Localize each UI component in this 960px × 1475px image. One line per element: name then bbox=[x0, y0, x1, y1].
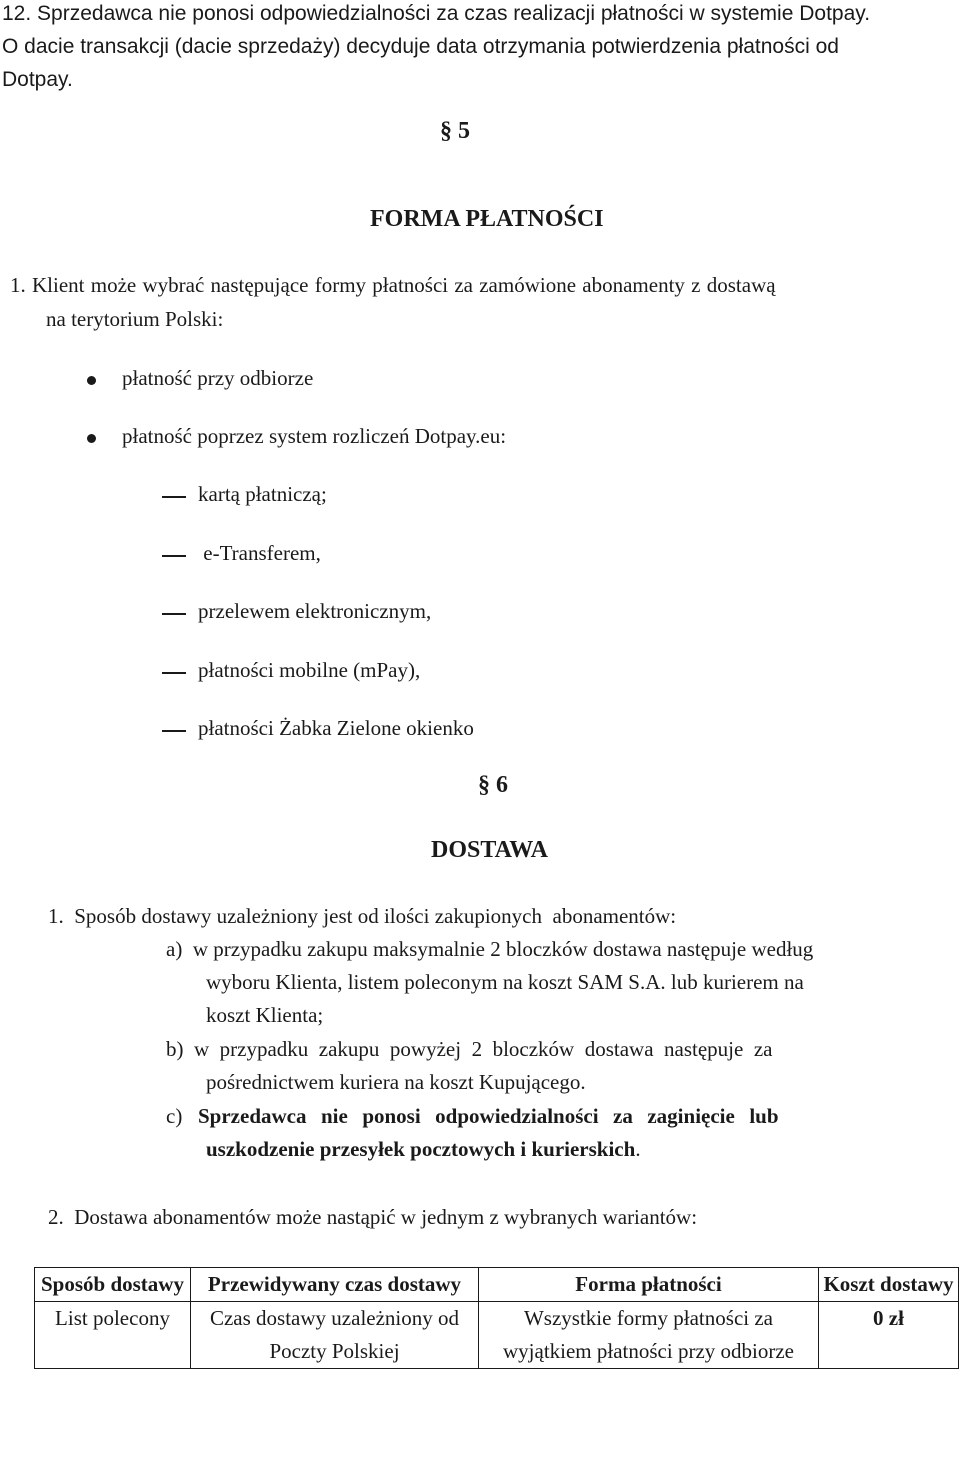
header-delivery-cost: Koszt dostawy bbox=[819, 1268, 959, 1302]
header-delivery-time: Przewidywany czas dostawy bbox=[191, 1268, 479, 1302]
item-c-line-1: Sprzedawca nie ponosi odpowiedzialności za zaginięcie lub bbox=[198, 1104, 779, 1128]
item-b-line-1: b) w przypadku zakupu powyżej 2 bloczków dostawa następuje za bbox=[166, 1037, 773, 1061]
item-a-line-1: a) w przypadku zakupu maksymalnie 2 bloczków dostawa następuje według bbox=[166, 937, 814, 961]
bullet-dot-icon bbox=[87, 434, 96, 443]
payment-option-dotpay: płatność poprzez system rozliczeń Dotpay.eu: bbox=[122, 424, 507, 448]
table-row bbox=[35, 1302, 959, 1369]
header-delivery-method: Sposób dostawy bbox=[35, 1268, 191, 1302]
dash-icon bbox=[162, 555, 186, 557]
section-5-title: FORMA PŁATNOŚCI bbox=[370, 206, 604, 232]
item-c-prefix: c) bbox=[166, 1104, 183, 1128]
section-6-paragraph-1: 1. Sposób dostawy uzależniony jest od ilości zakupionych abonamentów: bbox=[48, 904, 677, 928]
cell-payment-form: Wszystkie formy płatności za wyjątkiem płatności przy odbiorze bbox=[479, 1302, 819, 1369]
delivery-table bbox=[34, 1267, 959, 1369]
section-6-title: DOSTAWA bbox=[431, 837, 548, 863]
section-6-number: § 6 bbox=[478, 772, 508, 798]
dotpay-method-zabka: płatności Żabka Zielone okienko bbox=[198, 716, 474, 740]
cell-delivery-cost: 0 zł bbox=[819, 1302, 959, 1369]
section-5-paragraph-1-line-2: na terytorium Polski: bbox=[46, 307, 224, 331]
cell-delivery-method: List polecony bbox=[35, 1302, 191, 1369]
dotpay-method-transfer: przelewem elektronicznym, bbox=[198, 599, 432, 623]
paragraph-12-line-2: O dacie transakcji (dacie sprzedaży) decyduje data otrzymania potwierdzenia płatności od bbox=[2, 35, 839, 58]
dash-icon bbox=[162, 496, 186, 498]
dotpay-method-card: kartą płatniczą; bbox=[198, 482, 327, 506]
dotpay-method-etransfer: e-Transferem, bbox=[198, 541, 321, 565]
section-6-paragraph-2: 2. Dostawa abonamentów może nastąpić w jednym z wybranych wariantów: bbox=[48, 1205, 698, 1229]
bullet-dot-icon bbox=[87, 376, 96, 385]
item-c-line-2: uszkodzenie przesyłek pocztowych i kurierskich. bbox=[206, 1137, 641, 1161]
dash-icon bbox=[162, 613, 186, 615]
section-5-number: § 5 bbox=[440, 118, 470, 144]
dash-icon bbox=[162, 672, 186, 674]
paragraph-12-line-3: Dotpay. bbox=[2, 68, 73, 91]
payment-option-cod: płatność przy odbiorze bbox=[122, 366, 314, 390]
item-a-line-2: wyboru Klienta, listem poleconym na koszt SAM S.A. lub kurierem na bbox=[206, 970, 804, 994]
paragraph-12-line-1: 12. Sprzedawca nie ponosi odpowiedzialności za czas realizacji płatności w systemie Dotpay. bbox=[2, 2, 871, 25]
cell-delivery-time: Czas dostawy uzależniony od Poczty Polskiej bbox=[191, 1302, 479, 1369]
dash-icon bbox=[162, 730, 186, 732]
section-5-paragraph-1-line-1: 1. Klient może wybrać następujące formy płatności za zamówione abonamenty z dostawą bbox=[10, 273, 776, 297]
header-payment-form: Forma płatności bbox=[479, 1268, 819, 1302]
dotpay-method-mpay: płatności mobilne (mPay), bbox=[198, 658, 421, 682]
item-b-line-2: pośrednictwem kuriera na koszt Kupującego. bbox=[206, 1070, 586, 1094]
item-a-line-3: koszt Klienta; bbox=[206, 1003, 324, 1027]
table-header-row bbox=[35, 1268, 959, 1302]
